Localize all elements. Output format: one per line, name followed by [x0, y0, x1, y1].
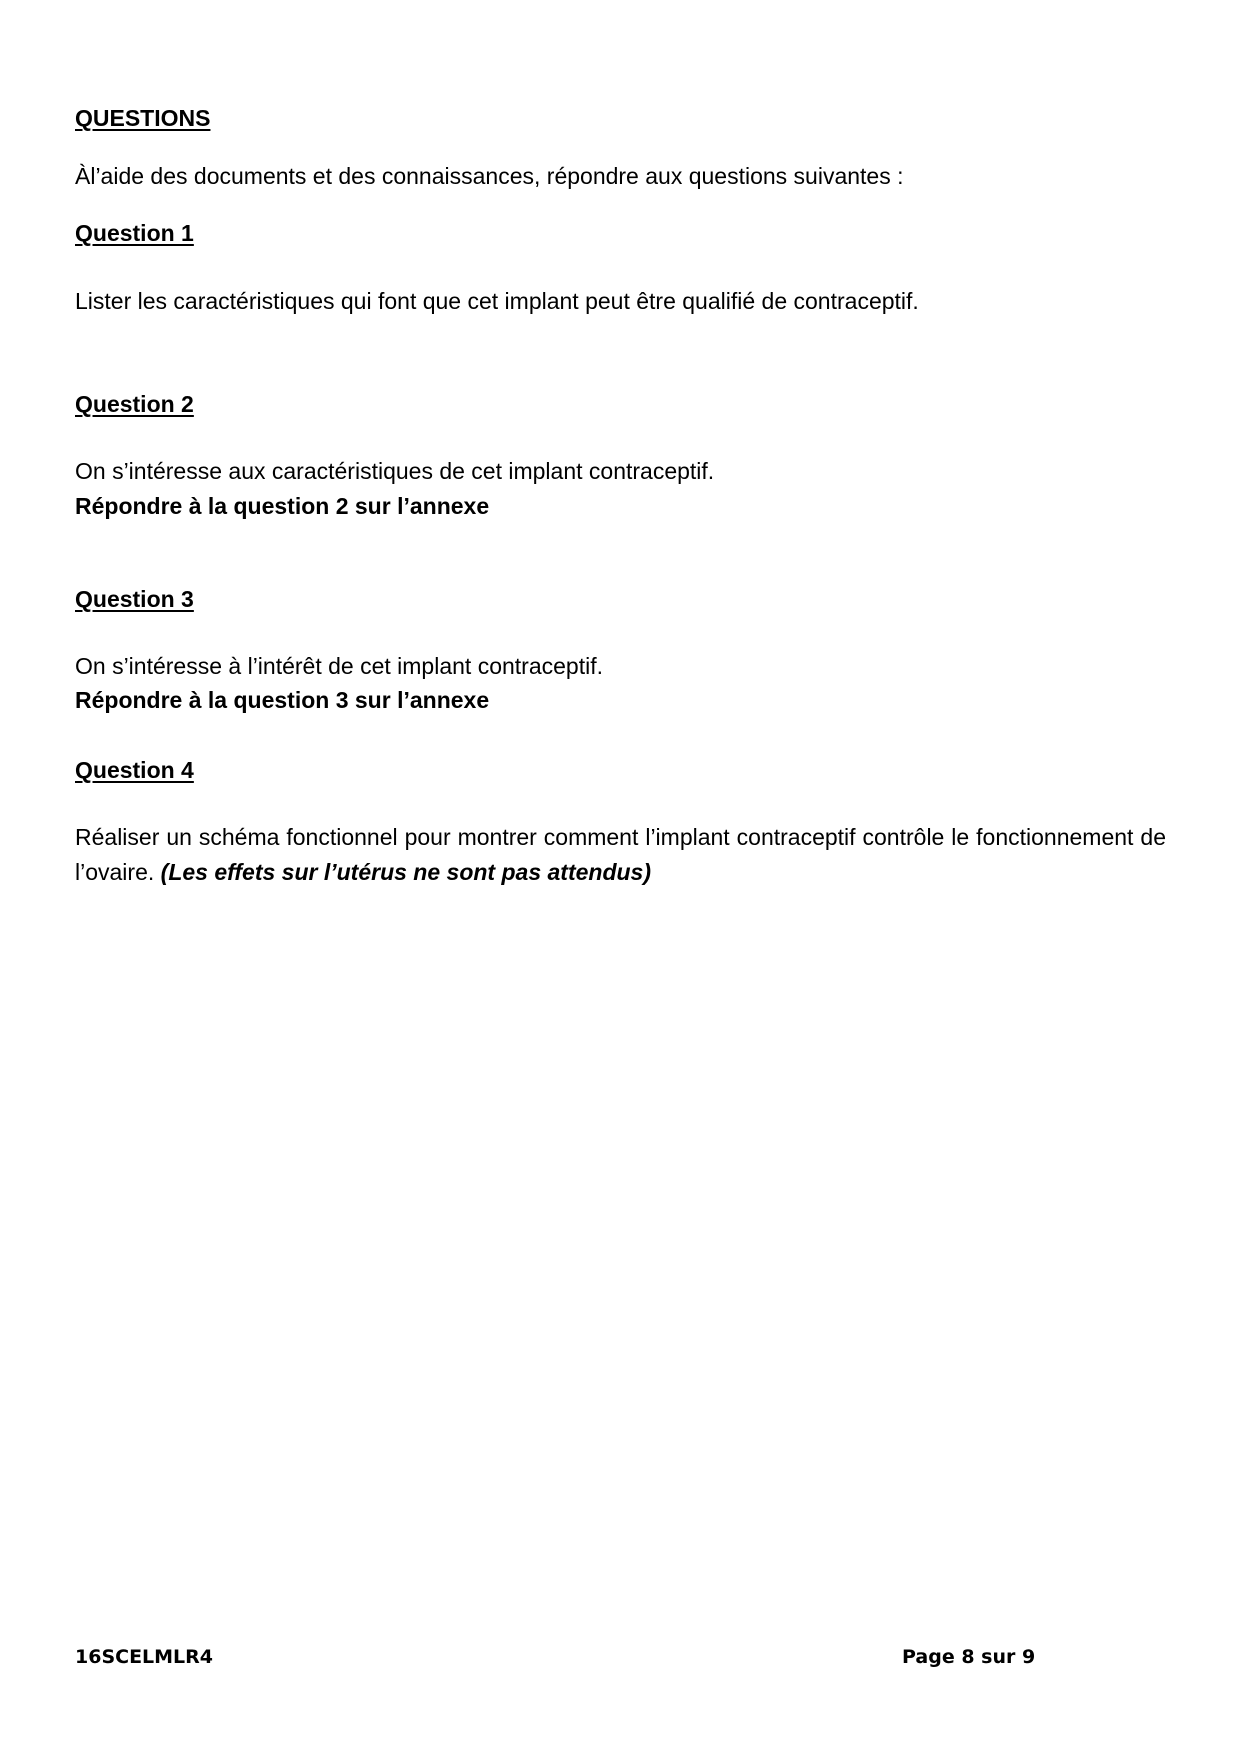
- question-1-text: Lister les caractéristiques qui font que cet implant peut être qualifié de contraceptif.: [75, 288, 919, 314]
- question-3-instruction: Répondre à la question 3 sur l’annexe: [75, 687, 490, 713]
- question-4-note: (Les effets sur l’utérus ne sont pas attendus): [160, 859, 652, 885]
- question-2-heading: Question 2: [75, 391, 194, 417]
- question-3-heading: Question 3: [75, 586, 194, 612]
- question-3-text: On s’intéresse à l’intérêt de cet implant contraceptif.: [75, 653, 603, 679]
- question-2-instruction: Répondre à la question 2 sur l’annexe: [75, 493, 490, 519]
- question-4-text: Réaliser un schéma fonctionnel pour montrer comment l’implant contraceptif contrôle le fonctionnement de l’ovaire.: [75, 824, 1166, 885]
- question-4-paragraph: [75, 820, 1166, 890]
- page-title: QUESTIONS: [75, 105, 211, 131]
- intro-text: Àl’aide des documents et des connaissances, répondre aux questions suivantes :: [75, 163, 904, 189]
- question-1-heading: Question 1: [75, 220, 194, 246]
- question-4-heading: Question 4: [75, 757, 194, 783]
- footer-code: 16SCELMLR4: [75, 1646, 214, 1668]
- footer-page-number: Page 8 sur 9: [902, 1646, 1036, 1668]
- question-2-text: On s’intéresse aux caractéristiques de cet implant contraceptif.: [75, 458, 715, 484]
